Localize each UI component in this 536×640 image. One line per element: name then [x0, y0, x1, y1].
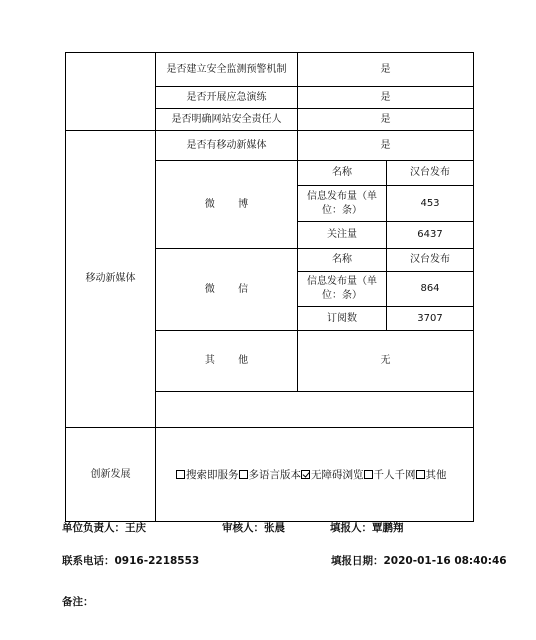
wechat-posts-label: 信息发布量（单位：条）	[298, 272, 387, 307]
monitor-value: 是	[298, 53, 474, 87]
checkbox-other[interactable]	[416, 470, 425, 479]
option-label-accessibility: 无障碍浏览	[311, 468, 364, 481]
wechat-subscribers-value: 3707	[387, 307, 474, 331]
has-media-label: 是否有移动新媒体	[156, 131, 298, 161]
has-media-value: 是	[298, 131, 474, 161]
empty-section-cell	[66, 53, 156, 131]
owner-value: 是	[298, 109, 474, 131]
reviewer: 审核人：张晨	[222, 522, 285, 534]
drill-value: 是	[298, 87, 474, 109]
option-label-multilingual: 多语言版本	[248, 468, 301, 481]
filler: 填报人：覃鹏翔	[330, 522, 404, 534]
weibo-label: 微 博	[156, 161, 298, 249]
other-media-label: 其 他	[156, 331, 298, 392]
drill-label: 是否开展应急演练	[156, 87, 298, 109]
remarks-label: 备注：	[62, 596, 94, 608]
innovation-option	[301, 469, 364, 481]
wechat-name-value: 汉台发布	[387, 249, 474, 272]
monitor-label: 是否建立安全监测预警机制	[156, 53, 298, 87]
report-table	[65, 52, 474, 522]
innovation-option	[416, 469, 447, 481]
innovation-option	[176, 469, 239, 481]
mobile-blank-cell	[156, 392, 474, 428]
option-label-personalized: 千人千网	[373, 468, 416, 481]
mobile-section-label: 移动新媒体	[66, 131, 156, 428]
wechat-label: 微 信	[156, 249, 298, 331]
innovation-label: 创新发展	[66, 428, 156, 522]
weibo-posts-value: 453	[387, 186, 474, 222]
weibo-name-value: 汉台发布	[387, 161, 474, 186]
option-label-search-service: 搜索即服务	[186, 468, 239, 481]
innovation-option	[239, 469, 302, 481]
option-label-other: 其他	[425, 468, 447, 481]
innovation-options	[156, 428, 474, 522]
weibo-followers-value: 6437	[387, 222, 474, 249]
unit-head: 单位负责人：王庆	[62, 522, 146, 534]
checkbox-accessibility[interactable]	[301, 470, 310, 479]
wechat-name-label: 名称	[298, 249, 387, 272]
checkbox-personalized[interactable]	[364, 470, 373, 479]
checkbox-search-service[interactable]	[176, 470, 185, 479]
contact-phone: 联系电话：0916-2218553	[62, 555, 200, 567]
weibo-followers-label: 关注量	[298, 222, 387, 249]
weibo-posts-label: 信息发布量（单位：条）	[298, 186, 387, 222]
checkbox-multilingual[interactable]	[239, 470, 248, 479]
innovation-option	[364, 469, 416, 481]
other-media-value: 无	[298, 331, 474, 392]
wechat-subscribers-label: 订阅数	[298, 307, 387, 331]
wechat-posts-value: 864	[387, 272, 474, 307]
fill-date: 填报日期：2020-01-16 08:40:46	[331, 555, 507, 567]
weibo-name-label: 名称	[298, 161, 387, 186]
owner-label: 是否明确网站安全责任人	[156, 109, 298, 131]
